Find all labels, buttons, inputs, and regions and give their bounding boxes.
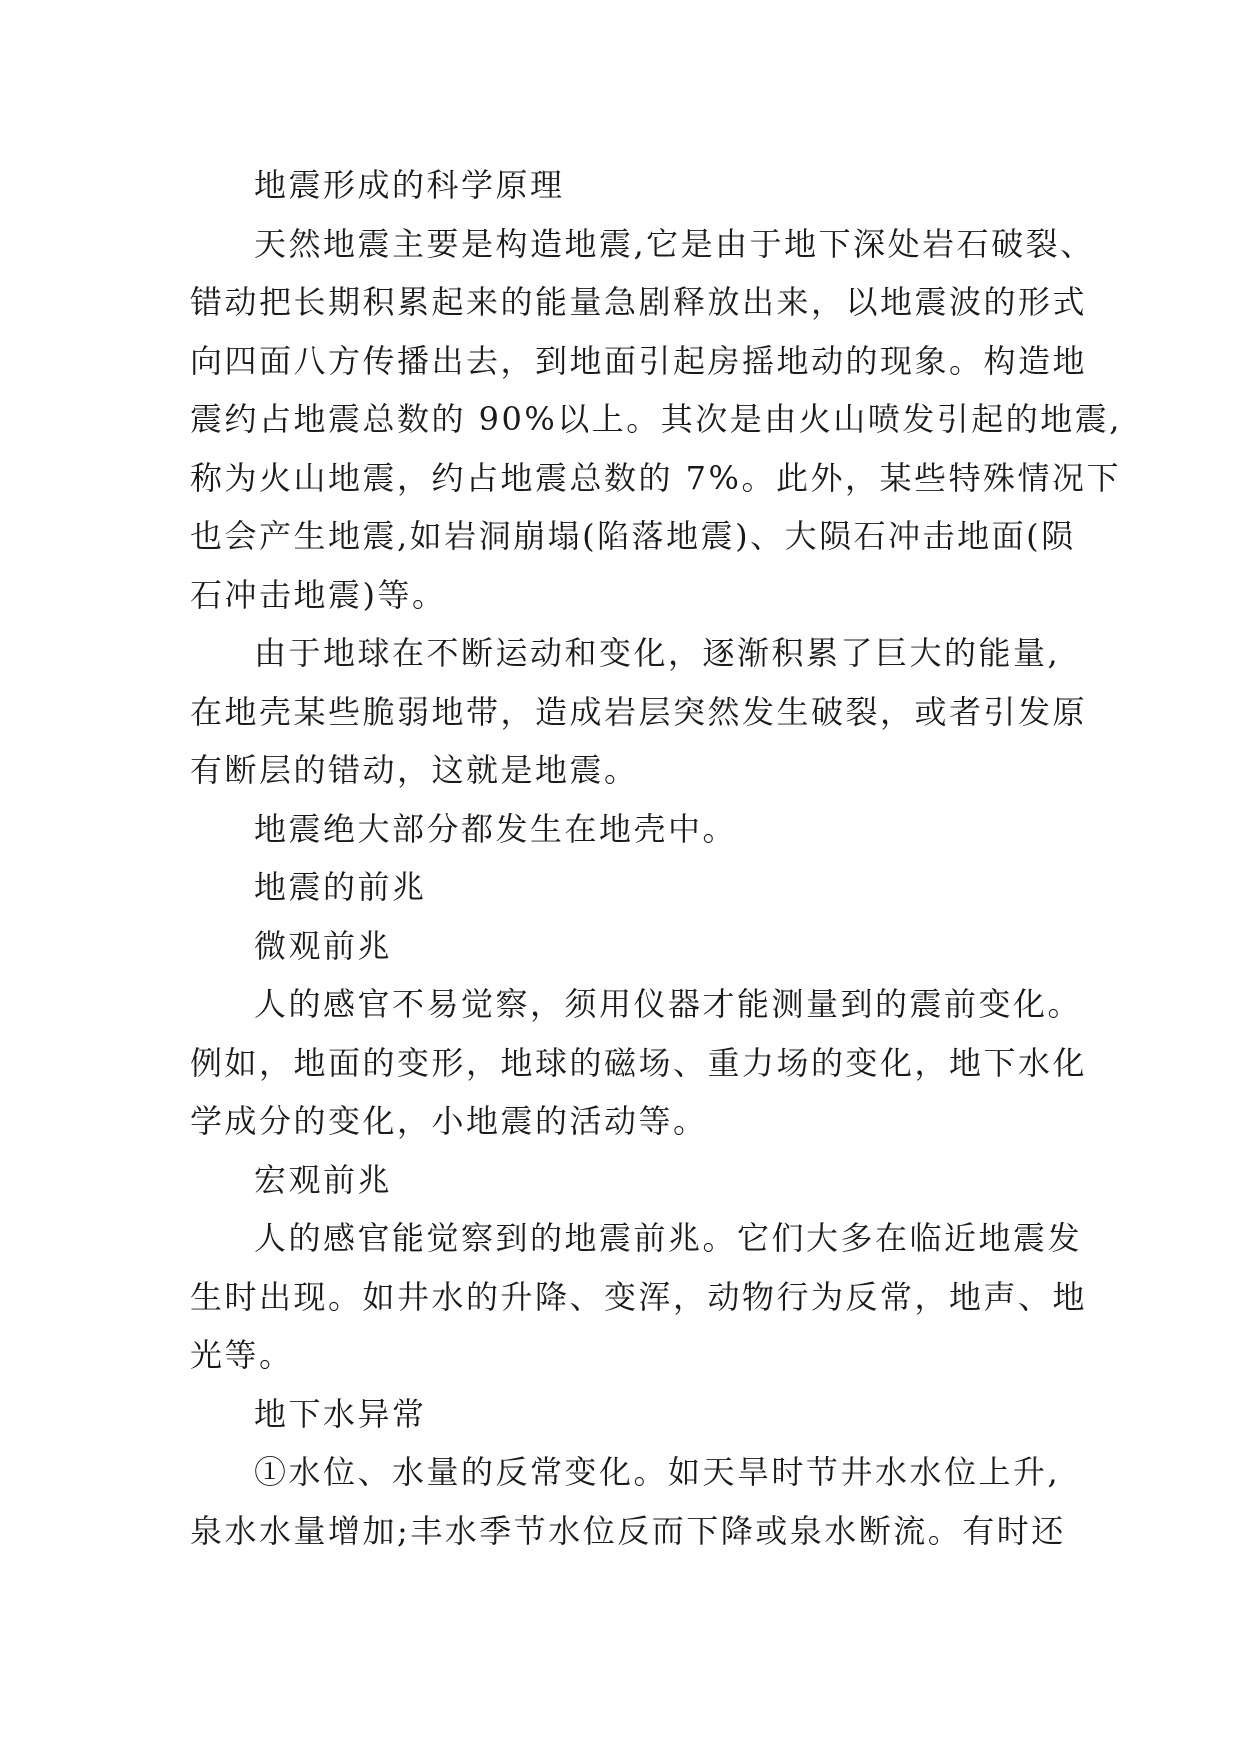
paragraph-line: 例如，地面的变形，地球的磁场、重力场的变化，地下水化 [190, 1043, 1088, 1082]
paragraph-line: 也会产生地震,如岩洞崩塌(陷落地震)、大陨石冲击地面(陨 [190, 517, 1076, 555]
paragraph-line: 人的感官不易觉察，须用仪器才能测量到的震前变化。 [254, 985, 1083, 1023]
heading-micro-precursors: 微观前兆 [254, 926, 393, 965]
heading-macro-precursors: 宏观前兆 [254, 1160, 393, 1199]
paragraph-line: 人的感官能觉察到的地震前兆。它们大多在临近地震发 [254, 1219, 1083, 1257]
paragraph-line: 石冲击地震)等。 [190, 575, 447, 614]
heading-precursors: 地震的前兆 [254, 868, 427, 906]
paragraph-line: 错动把长期积累起来的能量急剧释放出来，以地震波的形式 [190, 283, 1088, 321]
heading-formation-principle: 地震形成的科学原理 [254, 166, 565, 204]
paragraph-line: 向四面八方传播出去，到地面引起房摇地动的现象。构造地 [190, 341, 1088, 380]
paragraph-line: 天然地震主要是构造地震,它是由于地下深处岩石破裂、 [254, 224, 1095, 263]
paragraph-line: 地震绝大部分都发生在地壳中。 [254, 809, 738, 848]
paragraph-line: 泉水水量增加;丰水季节水位反而下降或泉水断流。有时还 [190, 1511, 1066, 1550]
paragraph-line: ①水位、水量的反常变化。如天旱时节井水水位上升, [254, 1453, 1061, 1491]
paragraph-line: 由于地球在不断运动和变化，逐渐积累了巨大的能量, [254, 634, 1061, 672]
paragraph-line: 震约占地震总数的 90%以上。其次是由火山喷发引起的地震, [190, 400, 1122, 438]
paragraph-line: 学成分的变化，小地震的活动等。 [190, 1102, 708, 1140]
paragraph-line: 称为火山地震，约占地震总数的 7%。此外，某些特殊情况下 [190, 458, 1121, 497]
paragraph-line: 在地壳某些脆弱地带，造成岩层突然发生破裂，或者引发原 [190, 692, 1088, 731]
heading-groundwater-anomaly: 地下水异常 [254, 1394, 427, 1433]
document-body [190, 156, 1122, 1560]
paragraph-line: 生时出现。如井水的升降、变浑，动物行为反常，地声、地 [190, 1277, 1088, 1316]
paragraph-line: 光等。 [190, 1336, 294, 1374]
paragraph-line: 有断层的错动，这就是地震。 [190, 751, 639, 789]
